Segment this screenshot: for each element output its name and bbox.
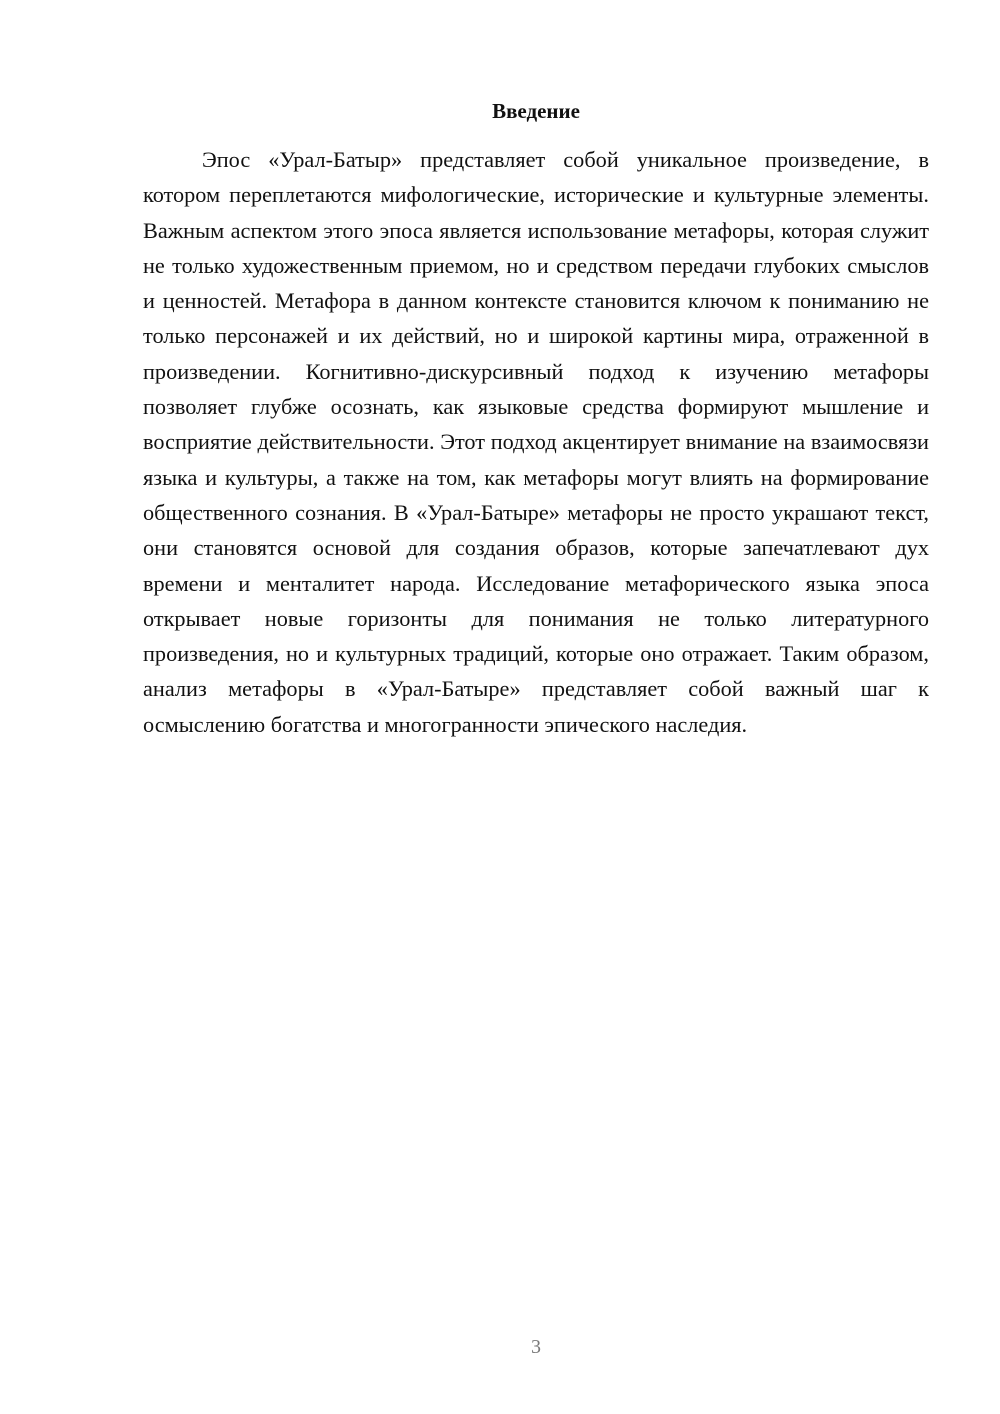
body-paragraph: Эпос «Урал-Батыр» представляет собой уникальное произведение, в котором переплетаются мифологические, исторические и культурные элементы. Важным аспектом этого эпоса является использование метафоры, которая служит не только художественным приемом, но и средством передачи глубоких смыслов и ценностей. Метафора в данном контексте становится ключом к пониманию не только персонажей и их действий, но и широкой картины мира, отраженной в произведении. Когнитивно-дискурсивный подход к изучению метафоры позволяет глубже осознать, как языковые средства формируют мышление и восприятие действительности. Этот подход акцентирует внимание на взаимосвязи языка и культуры, а также на том, как метафоры могут влиять на формирование общественного сознания. В «Урал-Батыре» метафоры не просто украшают текст, они становятся основой для создания образов, которые запечатлевают дух времени и менталитет народа. Исследование метафорического языка эпоса открывает новые горизонты для понимания не только литературного произведения, но и культурных традиций, которые оно отражает. Таким образом, анализ метафоры в «Урал-Батыре» представляет собой важный шаг к осмыслению богатства и многогранности эпического наследия.: [143, 147, 929, 737]
section-heading: Введение: [492, 99, 580, 123]
page-number: 3: [531, 1336, 541, 1358]
